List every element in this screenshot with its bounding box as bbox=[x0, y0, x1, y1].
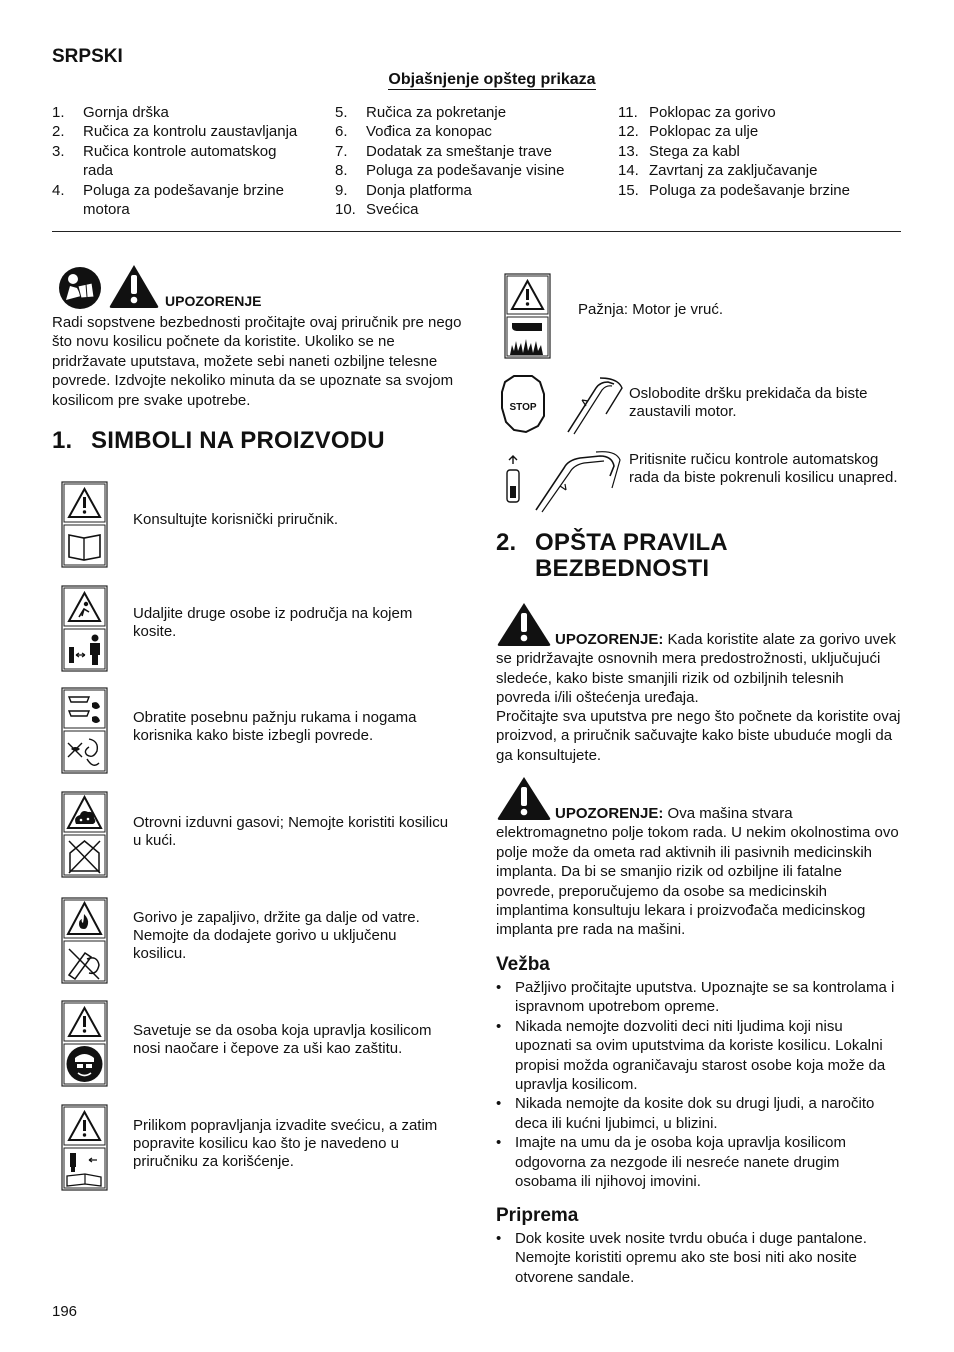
hot-engine-icon bbox=[504, 273, 551, 359]
training-heading: Vežba bbox=[496, 954, 550, 975]
exhaust-gas-icon bbox=[61, 791, 108, 878]
list-item: 15. Poluga za podešavanje brzine bbox=[618, 181, 850, 199]
list-item: 3. Ručica kontrole automatskog rada bbox=[52, 142, 277, 180]
warning-triangle-icon bbox=[108, 263, 160, 309]
stop-handle-icon bbox=[500, 374, 625, 438]
manual-icon bbox=[61, 481, 108, 568]
list-item: • Dok kosite uvek nosite tvrdu obuća i duge pantalone. Nemojte koristiti opremu ako ste bosi niti ako nosite otvorene sandale. bbox=[496, 1229, 901, 1287]
parts-list-col2 bbox=[335, 103, 605, 219]
eye-ear-protection-icon bbox=[61, 1000, 108, 1087]
section-2-heading: 2. OPŠTA PRAVILA BEZBEDNOSTI bbox=[496, 529, 728, 582]
spark-plug-icon bbox=[61, 1104, 108, 1191]
warning-2-text: UPOZORENJE: Ova mašina stvara elektromagnetno polje tokom rada. U nekim okolnostima ovo polje može da ometa rad aktivnih ili pasivnih medicinskih implanta. Da bi se smanjio rizik od ozbiljne ili fatalne povrede, preporučujemo da osobe sa medicinskih implantima konsultuju lekara i proizvođača medicinskog implanta pre rada na mašini. bbox=[496, 805, 899, 939]
list-item: 4. Poluga za podešavanje brzine motora bbox=[52, 181, 284, 219]
symbol-description: Gorivo je zapaljivo, držite ga dalje od vatre. Nemojte da dodajete gorivo u uključenu kosilicu. bbox=[133, 909, 420, 963]
parts-list-col1 bbox=[52, 103, 322, 219]
symbol-description: Pritisnite ručicu kontrole automatskog rada da biste pokrenuli kosilicu unapred. bbox=[629, 451, 898, 487]
list-item: 12. Poklopac za ulje bbox=[618, 123, 759, 141]
list-item: 9. Donja platforma bbox=[335, 181, 472, 199]
list-item: • Pažljivo pročitajte uputstva. Upoznajte se sa kontrolama i ispravnom upotrebom opreme. bbox=[496, 978, 901, 1017]
language-heading: SRPSKI bbox=[52, 46, 123, 67]
symbol-description: Udaljite druge osobe iz područja na kojem kosite. bbox=[133, 605, 413, 641]
section-1-heading: 1. SIMBOLI NA PROIZVODU bbox=[52, 427, 385, 454]
page-number: 196 bbox=[52, 1303, 78, 1320]
symbol-description: Pažnja: Motor je vruć. bbox=[578, 301, 724, 318]
flammable-fuel-icon bbox=[61, 897, 108, 984]
list-item: 13. Stega za kabl bbox=[618, 142, 740, 160]
symbol-description: Obratite posebnu pažnju rukama i nogama korisnika kako biste izbegli povrede. bbox=[133, 709, 417, 745]
list-item: 2. Ručica za kontrolu zaustavljanja bbox=[52, 123, 298, 141]
list-item: 5. Ručica za pokretanje bbox=[335, 104, 507, 121]
preparation-list bbox=[496, 1229, 901, 1287]
list-item: 1. Gornja drška bbox=[52, 104, 169, 121]
warning-1-text: UPOZORENJE: Kada koristite alate za gorivo uvek se pridržavajte osnovnih mera predostrožnosti, uključujući sledeće, kako biste smanjili rizik od ozbiljnih telesnih povreda i/ili oštećenja uređaja. bbox=[496, 631, 896, 707]
list-item: • Nikada nemojte da kosite dok su drugi ljudi, a naročito deca ili kućni ljubimci, u blizini. bbox=[496, 1094, 901, 1133]
drive-handle-icon bbox=[500, 448, 625, 514]
list-item: 6. Vođica za konopac bbox=[335, 123, 492, 141]
symbol-description: Otrovni izduvni gasovi; Nemojte koristiti kosilicu u kući. bbox=[133, 814, 449, 850]
training-list bbox=[496, 978, 901, 1191]
list-item: • Nikada nemojte dozvoliti deci niti ljudima koji nisu upoznati sa ovim uputstvima da koriste kosilicu. Lokalni propisi možda ograničavaju starost osobe koja može da upravlja kosilicom. bbox=[496, 1017, 901, 1095]
bystander-icon bbox=[61, 585, 108, 672]
symbol-description: Prilikom popravljanja izvadite svećicu, a zatim popravite kosilicu kao što je navedeno u priručniku za korišćenje. bbox=[133, 1117, 438, 1171]
symbol-description: Konsultujte korisnički priručnik. bbox=[133, 511, 339, 528]
intro-warning-text: Radi sopstvene bezbednosti pročitajte ovaj priručnik pre nego što novu kosilicu počnete da koristite. Ukoliko se ne pridržavate uputstava, možete sebi naneti ozbiljne telesne povrede. Izdvojte nekoliko minuta da se upoznate sa svojom kosilicom pre svake upotrebe. bbox=[52, 314, 462, 409]
read-manual-icon bbox=[58, 266, 102, 310]
list-item: 8. Poluga za podešavanje visine bbox=[335, 162, 565, 180]
list-item: 7. Dodatak za smeštanje trave bbox=[335, 142, 552, 160]
warning-1-text-2: Pročitajte sva uputstva pre nego što počnete da koristite ovaj proizvod, a priručnik sačuvajte kako biste ubuduće mogli da ga konsultujete. bbox=[496, 708, 901, 764]
warning-label: UPOZORENJE bbox=[165, 293, 262, 309]
list-item: 10. Svećica bbox=[335, 201, 419, 219]
list-item: 11. Poklopac za gorivo bbox=[618, 104, 776, 121]
symbol-description: Savetuje se da osoba koja upravlja kosilicom nosi naočare i čepove za uši kao zaštitu. bbox=[133, 1022, 432, 1058]
list-item: 14. Zavrtanj za zaključavanje bbox=[618, 162, 818, 180]
hands-feet-icon bbox=[61, 687, 108, 774]
parts-list-col3 bbox=[618, 103, 898, 200]
divider bbox=[52, 231, 901, 232]
list-item: • Imajte na umu da je osoba koja upravlja kosilicom odgovorna za nezgode ili nesreće nanete drugim osobama ili njihovoj imovini. bbox=[496, 1133, 901, 1191]
preparation-heading: Priprema bbox=[496, 1205, 579, 1226]
stop-label: STOP bbox=[509, 402, 537, 413]
parts-title: Objašnjenje opšteg prikaza bbox=[388, 71, 596, 88]
symbol-description: Oslobodite dršku prekidača da biste zaustavili motor. bbox=[629, 385, 868, 421]
